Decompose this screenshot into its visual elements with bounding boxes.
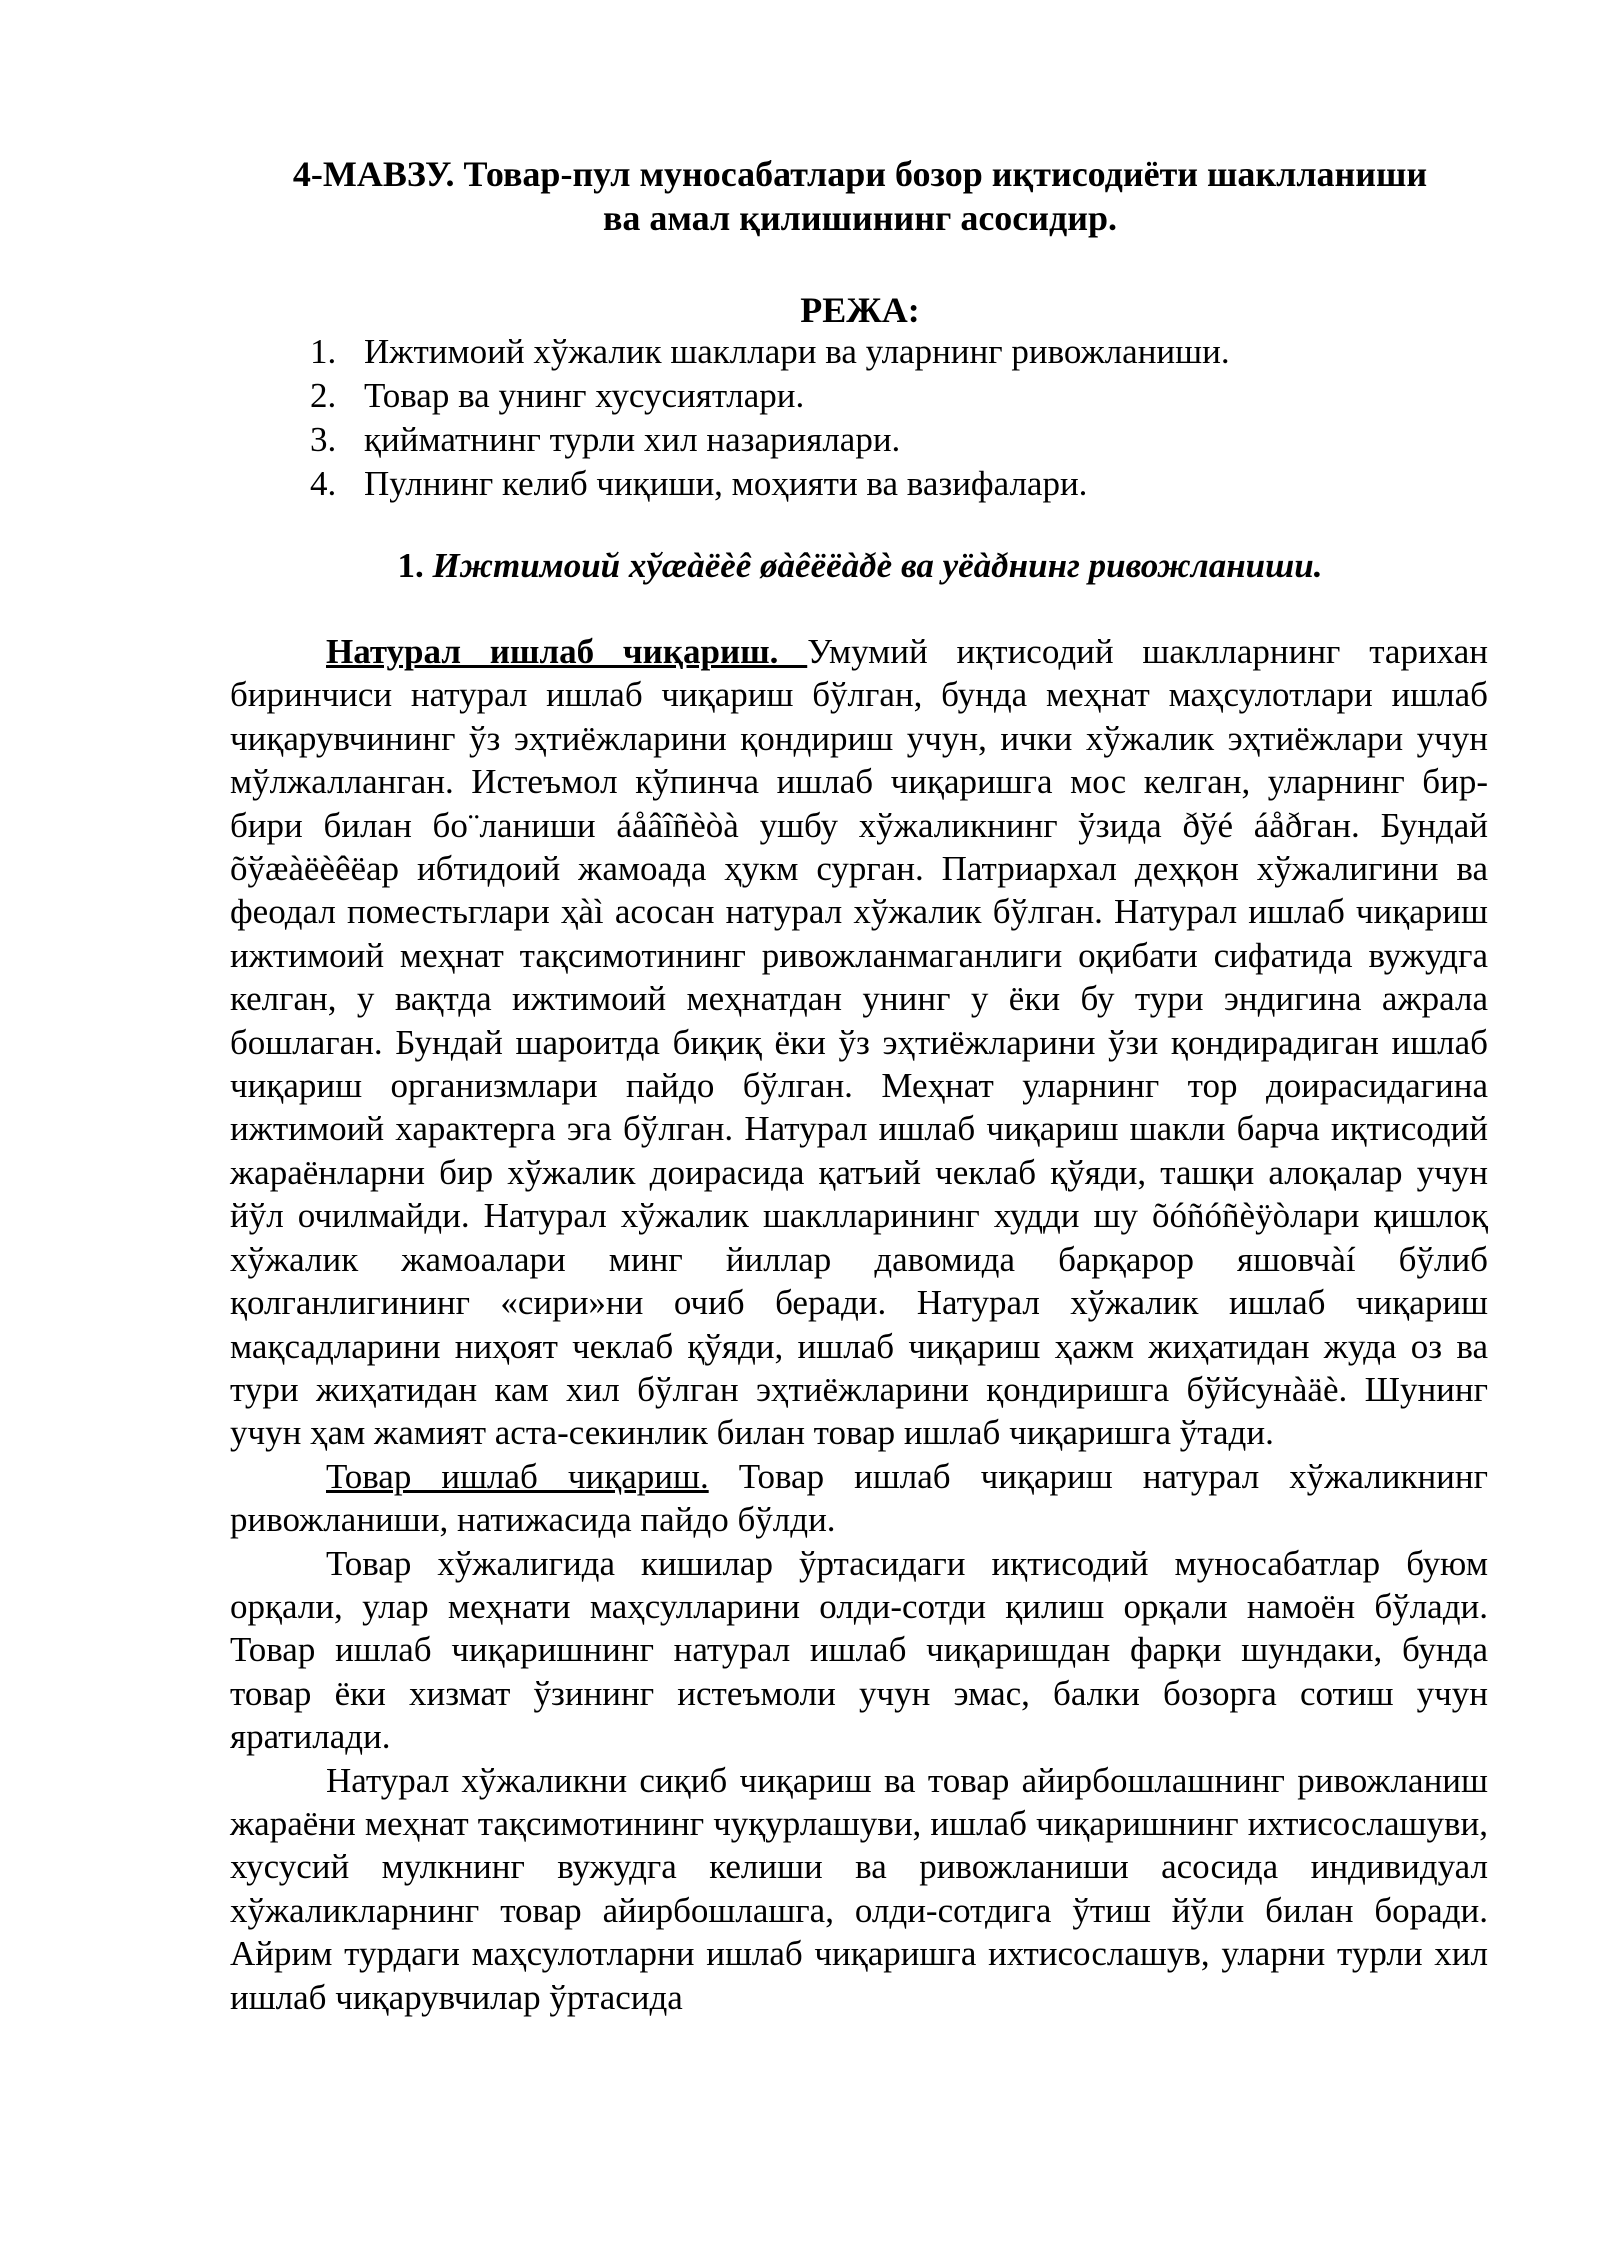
paragraph-text: Товар ишлаб чиқариш натурал хўжаликнинг ривожланиши, натижасида пайдо бўлди. (230, 1456, 1488, 1540)
section-title: Ижтимоий хўæàëèê øàêëëàðè ва уёàðнинг ривожланиши. (432, 546, 1323, 585)
paragraph-text: Натурал хўжаликни сиқиб чиқариш ва товар айирбошлашнинг ривожланиш жараёни меҳнат тақсимотининг чуқурлашуви, ишлаб чиқаришнинг ихтисослашуви, хусусий мулкнинг вужудга келиши ва ривожланиши асосида индивидуал хўжаликларнинг товар айирбошлашга, олди-сотдига ўтиш йўли билан боради. Айрим турдаги маҳсулотларни ишлаб чиқаришга ихтисослашув, уларни турли хил ишлаб чиқарувчилар ўртасида (230, 1760, 1488, 2017)
paragraph-exchange-development (230, 1759, 1488, 2019)
plan-item-text: Товар ва унинг хусусиятлари. (364, 376, 805, 415)
plan-item-number: 4. (310, 464, 337, 503)
plan-item-text: қийматнинг турли хил назариялари. (364, 420, 901, 459)
document-title (230, 152, 1490, 240)
paragraph-lead-term: Товар ишлаб чиқариш. (326, 1456, 709, 1496)
section-number: 1. (397, 546, 424, 585)
plan-item-number: 2. (310, 376, 337, 415)
paragraph-text: Товар хўжалигида кишилар ўртасидаги иқтисодий муносабатлар буюм орқали, улар меҳнати маҳсулларини олди-сотди қилиш орқали намоён бўлади. Товар ишлаб чиқаришнинг натурал ишлаб чиқаришдан фарқи шундаки, бунда товар ёки хизмат ўзининг истеъмоли учун эмас, балки бозорга сотиш учун яратилади. (230, 1543, 1488, 1757)
plan-item (310, 330, 1490, 374)
section-heading (230, 544, 1490, 588)
title-line-1: 4-МАВЗУ. Товар-пул муносабатлари бозор иқтисодиёти шаклланиши (292, 154, 1428, 194)
plan-item (310, 418, 1490, 462)
plan-item (310, 374, 1490, 418)
title-line-2: ва амал қилишининг асосидир. (602, 198, 1118, 238)
plan-item-number: 1. (310, 332, 337, 371)
plan-item-text: Пулнинг келиб чиқиши, моҳияти ва вазифалари. (364, 464, 1088, 503)
paragraph-text: Умумий иқтисодий шаклларнинг тарихан биринчиси натурал ишлаб чиқариш бўлган, бунда меҳнат маҳсулотлари ишлаб чиқарувчининг ўз эҳтиёжларини қондириш учун, ички хўжалик эҳтиёжлари учун мўлжалланган. Истеъмол кўпинча ишлаб чиқаришга мос келган, уларнинг бир-бири билан бо¨ланиши áåâîñèòà ушбу хўжаликнинг ўзида ðўé áåðган. Бундай õўæàëèêëар ибтидоий жамоада ҳукм сурган. Патриархал деҳқон хўжалигини ва феодал поместьглари ҳàì асосан натурал хўжалик бўлган. Натурал ишлаб чиқариш ижтимоий меҳнат тақсимотининг ривожланмаганлиги оқибати сифатида вужудга келган, у вақтда ижтимоий меҳнатдан унинг у ёки бу тури эндигина ажрала бошлаган. Бундай шароитда биқиқ ёки ўз эҳтиёжларини ўзи қондирадиган ишлаб чиқариш организмлари пайдо бўлган. Меҳнат уларнинг тор доирасидагина ижтимоий характерга эга бўлган. Натурал ишлаб чиқариш шакли барча иқтисодий жараёнларни бир хўжалик доирасида қатъий чеклаб қўяди, ташқи алоқалар учун йўл очилмайди. Натурал хўжалик шаклларининг худди шу õóñóñèÿòлари қишлоқ хўжалик жамоалари минг йиллар давомида барқарор яшовчàí бўлиб қолганлигининг «сири»ни очиб беради. Натурал хўжалик ишлаб чиқариш мақсадларини ниҳоят чеклаб қўяди, ишлаб чиқариш ҳажм жиҳатидан жуда оз ва тури жиҳатидан кам хил бўлган эҳтиёжларини қондиришга бўйсунàäè. Шунинг учун ҳам жамият аста-секинлик билан товар ишлаб чиқаришга ўтади. (230, 632, 1488, 1453)
paragraph-lead-term: Натурал ишлаб чиқариш. (326, 632, 808, 671)
paragraph-commodity-production (230, 1455, 1488, 1542)
plan-item (310, 462, 1490, 506)
plan-item-text: Ижтимоий хўжалик шакллари ва уларнинг ривожланиши. (364, 332, 1230, 371)
plan-heading: РЕЖА: (800, 290, 920, 330)
body-text (230, 630, 1488, 2019)
plan-item-number: 3. (310, 420, 337, 459)
paragraph-natural-production (230, 630, 1488, 1455)
plan-list (310, 330, 1490, 506)
paragraph-commodity-economy (230, 1542, 1488, 1759)
